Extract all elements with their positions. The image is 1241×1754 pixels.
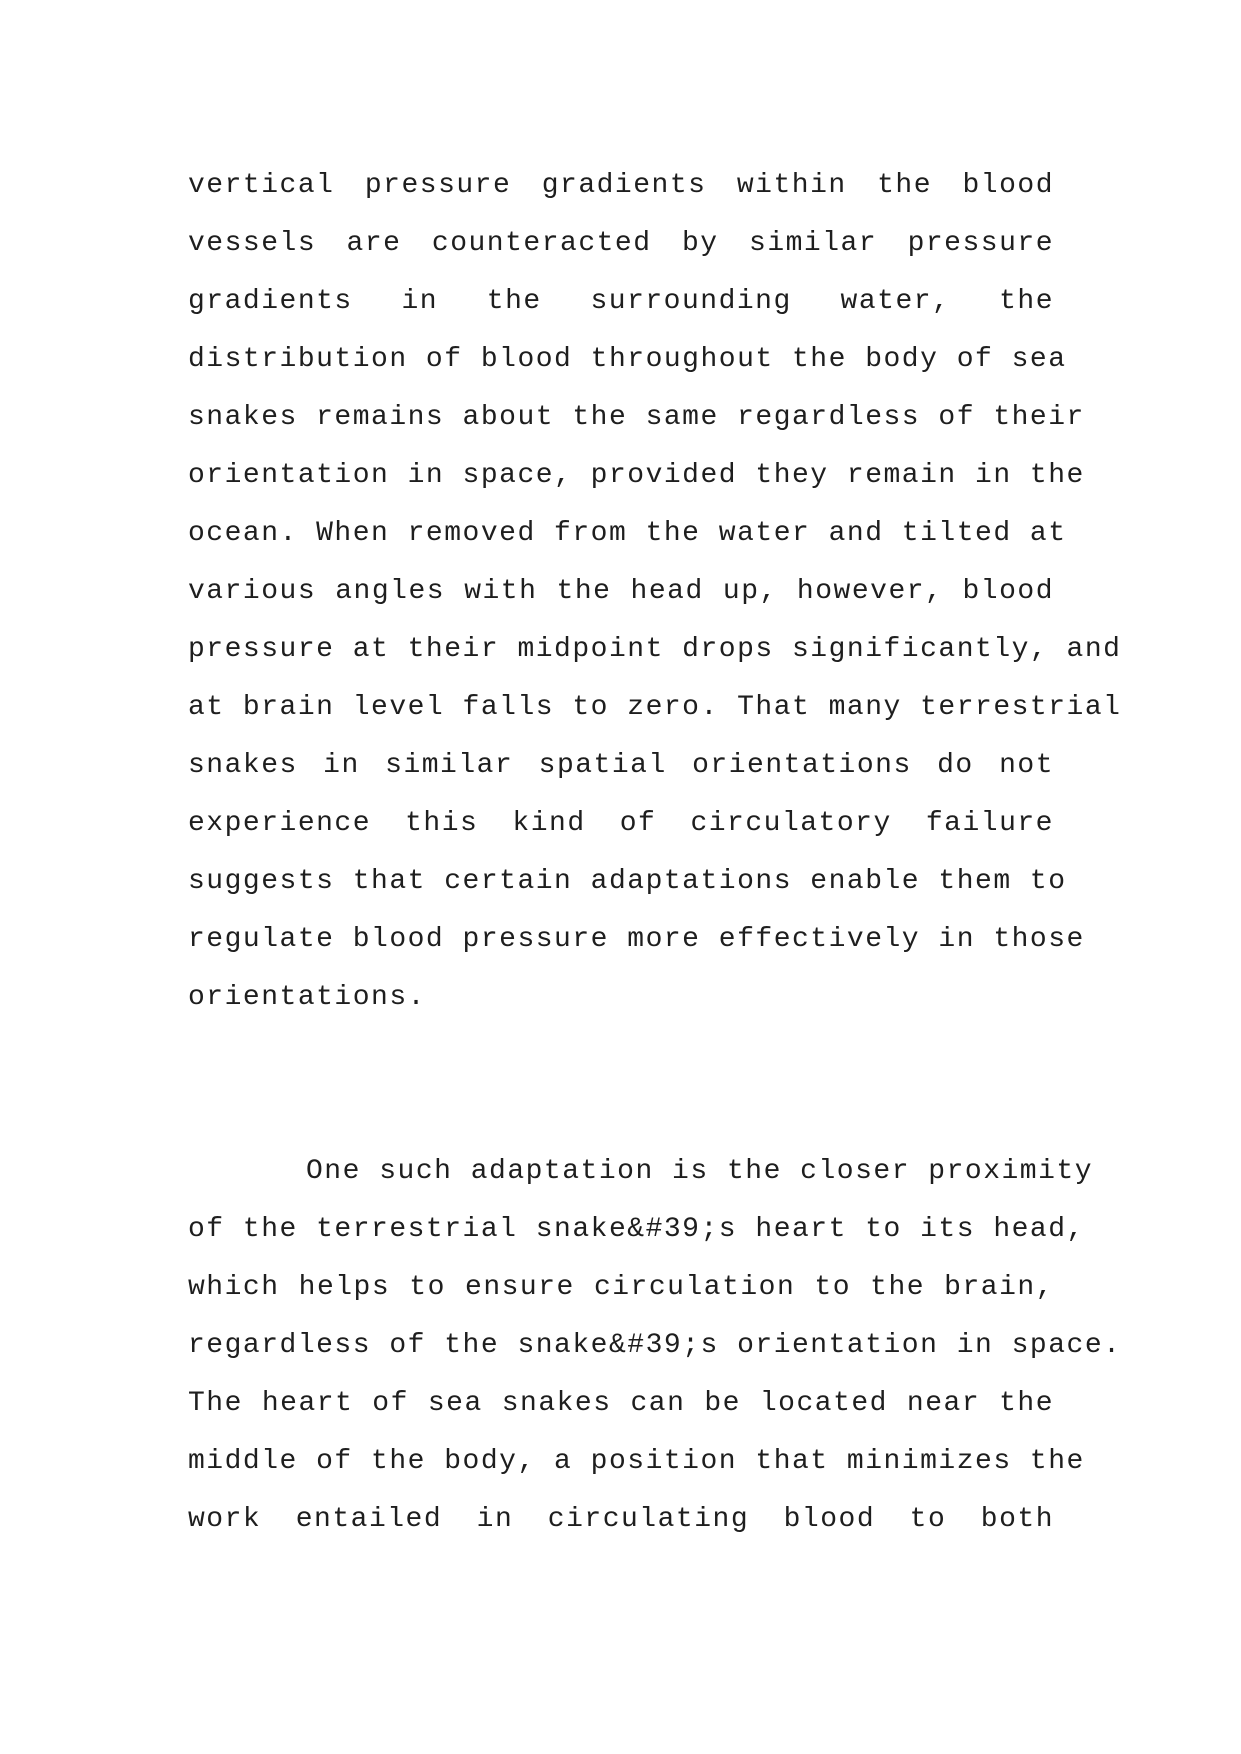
paragraph2-line-3: which helps to ensure circulation to the brain, [188,1272,1054,1303]
paragraph1-line-6: orientation in space, provided they remain in the [188,460,1085,491]
paragraph2-line-1: One such adaptation is the closer proximity [306,1156,1094,1187]
paragraph1-line-10: at brain level falls to zero. That many terrestrial [188,692,1122,723]
paragraph2-line-4: regardless of the snake&#39;s orientation in space. [188,1330,1122,1361]
paragraph2-line-5: The heart of sea snakes can be located near the [188,1388,1054,1419]
paragraph1-line-3: gradients in the surrounding water, the [188,286,1054,317]
paragraph1-line-12: experience this kind of circulatory failure [188,808,1054,839]
paragraph2-line-7: work entailed in circulating blood to both [188,1504,1054,1535]
paragraph1-line-11: snakes in similar spatial orientations do not [188,750,1054,781]
paragraph1-line-14: regulate blood pressure more effectively in those [188,924,1085,955]
paragraph1-line-4: distribution of blood throughout the body of sea [188,344,1067,375]
paragraph2-line-2: of the terrestrial snake&#39;s heart to its head, [188,1214,1085,1245]
paragraph1-line-15: orientations. [188,982,426,1013]
paragraph1-line-2: vessels are counteracted by similar pressure [188,228,1054,259]
paragraph1-line-5: snakes remains about the same regardless of their [188,402,1085,433]
paragraph1-line-9: pressure at their midpoint drops significantly, and [188,634,1122,665]
paragraph1-line-13: suggests that certain adaptations enable them to [188,866,1067,897]
paragraph1-line-8: various angles with the head up, however, blood [188,576,1054,607]
paragraph2-line-6: middle of the body, a position that minimizes the [188,1446,1085,1477]
paragraph1-line-1: vertical pressure gradients within the blood [188,170,1054,201]
paragraph1-line-7: ocean. When removed from the water and tilted at [188,518,1067,549]
